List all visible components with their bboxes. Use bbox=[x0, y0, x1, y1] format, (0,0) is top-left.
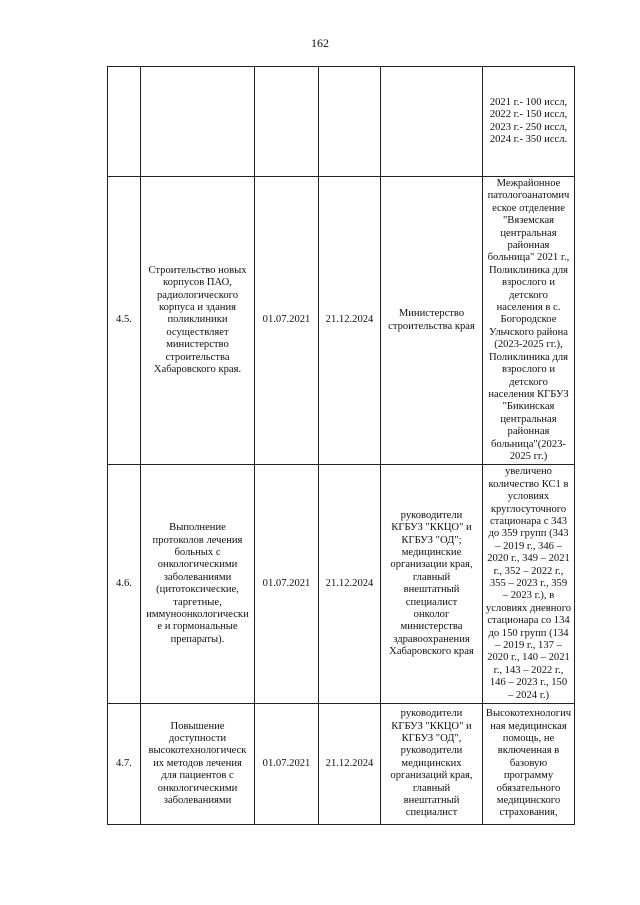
measure-name-line: больных с bbox=[174, 546, 221, 558]
result-line: "Бикинская bbox=[502, 401, 555, 413]
measure-name-line: заболеваниями bbox=[163, 571, 232, 583]
responsible-line: медицинских bbox=[401, 757, 462, 769]
measure-name-line: доступности bbox=[168, 733, 227, 745]
responsible-line: онколог bbox=[413, 609, 450, 621]
table-row bbox=[108, 177, 575, 465]
result-line: 2021 г.- 100 иссл, bbox=[489, 96, 568, 108]
result-line: включенная в bbox=[497, 745, 560, 757]
responsible-line: руководители bbox=[400, 708, 463, 720]
result-cell bbox=[483, 704, 575, 825]
result-line: населения в с. bbox=[496, 302, 561, 314]
result-line: 2024 г.- 350 иссл. bbox=[489, 133, 568, 145]
responsible-line: КГБУЗ "ККЦО" и bbox=[391, 720, 472, 732]
result-line: ная медицинская bbox=[490, 720, 567, 732]
result-line: 146 – 2023 г., 150 bbox=[489, 677, 568, 689]
start-date-cell: 01.07.2021 bbox=[255, 177, 319, 465]
measure-name-line: заболеваниями bbox=[163, 795, 232, 807]
responsible-cell bbox=[381, 704, 483, 825]
responsible-cell bbox=[381, 465, 483, 704]
measure-name-cell bbox=[141, 465, 255, 704]
result-line: Межрайонное bbox=[496, 178, 561, 189]
result-line: обязательного bbox=[496, 782, 561, 794]
measure-name-line: Строительство новых bbox=[148, 264, 247, 276]
measure-name-line: протоколов лечения bbox=[152, 534, 243, 546]
measure-name-cell bbox=[141, 177, 255, 465]
result-line: взрослого и bbox=[501, 277, 556, 289]
table-row bbox=[108, 704, 575, 825]
responsible-line: медицинские bbox=[401, 546, 462, 558]
result-line: 2020 г., 140 – 2021 bbox=[487, 652, 570, 664]
responsible-line: КГБУЗ "ОД", bbox=[401, 733, 462, 745]
measure-name-line: радиологического bbox=[156, 289, 239, 301]
result-line: г., 143 – 2022 г., bbox=[493, 664, 564, 676]
responsible-line: специалист bbox=[405, 807, 458, 819]
end-date-cell: 21.12.2024 bbox=[319, 704, 381, 825]
measure-name-line: поликлиники bbox=[167, 314, 228, 326]
start-date-cell: 01.07.2021 bbox=[255, 704, 319, 825]
result-line: Богородское bbox=[500, 314, 557, 326]
result-line: – 2019 г., 346 – bbox=[495, 540, 562, 552]
measure-name-line: осуществляет bbox=[166, 326, 229, 338]
result-line: центральная bbox=[500, 227, 557, 239]
result-line: патологоанатомич bbox=[487, 190, 570, 202]
measure-name-line: е и гормональные bbox=[157, 621, 238, 633]
result-line: еское отделение bbox=[492, 202, 565, 214]
measure-name-line: министерство bbox=[166, 339, 229, 351]
result-line: Поликлиника для bbox=[488, 264, 569, 276]
result-line: 2023 г.- 250 иссл, bbox=[489, 121, 568, 133]
measure-name-cell bbox=[141, 67, 255, 177]
result-line: медицинского bbox=[496, 795, 561, 807]
responsible-line: министерства bbox=[400, 621, 463, 633]
result-line: – 2024 г.) bbox=[507, 689, 550, 701]
result-line: программу bbox=[503, 770, 554, 782]
row-number-cell bbox=[108, 67, 141, 177]
result-line: районная bbox=[507, 240, 550, 252]
result-cell bbox=[483, 465, 575, 704]
measure-name-line: корпуса и здания bbox=[159, 302, 236, 314]
result-line: населения КГБУЗ bbox=[488, 388, 569, 400]
result-line: круглосуточного bbox=[490, 503, 567, 515]
result-line: до 150 групп (134 bbox=[488, 627, 569, 639]
result-line: стационара с 343 bbox=[489, 515, 568, 527]
measure-name-line: онкологическими bbox=[157, 782, 238, 794]
result-line: взрослого и bbox=[501, 364, 556, 376]
result-line: страхования, bbox=[499, 807, 558, 819]
table-row bbox=[108, 465, 575, 704]
result-line: 2020 г., 349 – 2021 bbox=[487, 553, 570, 565]
responsible-line: внештатный bbox=[403, 584, 460, 596]
responsible-line: руководители bbox=[400, 509, 463, 521]
result-line: "Вяземская bbox=[502, 215, 555, 227]
result-line: стационара со 134 bbox=[487, 615, 570, 627]
result-line: детского bbox=[509, 376, 548, 388]
end-date-cell: 21.12.2024 bbox=[319, 177, 381, 465]
responsible-line: КГБУЗ "ОД"; bbox=[401, 534, 462, 546]
result-line: (2023-2025 гг.), bbox=[494, 339, 563, 351]
result-line: детского bbox=[509, 289, 548, 301]
measure-name-line: препараты). bbox=[170, 633, 225, 645]
table-row bbox=[108, 67, 575, 177]
measure-name-line: строительства bbox=[165, 351, 230, 363]
result-line: Поликлиника для bbox=[488, 351, 569, 363]
measure-name-line: корпусов ПАО, bbox=[163, 277, 232, 289]
row-number-cell: 4.7. bbox=[108, 704, 141, 825]
responsible-line: Министерство bbox=[398, 308, 465, 320]
result-line: увеличено bbox=[505, 466, 552, 478]
result-line: Высокотехнологич bbox=[485, 708, 572, 720]
responsible-cell bbox=[381, 177, 483, 465]
page-number: 162 bbox=[311, 36, 329, 50]
start-date-cell bbox=[255, 67, 319, 177]
measure-name-line: для пациентов с bbox=[161, 770, 234, 782]
result-line: – 2023 г.), в bbox=[502, 590, 555, 602]
result-line: больница"(2023- bbox=[491, 438, 566, 450]
responsible-line: главный bbox=[412, 571, 451, 583]
result-cell bbox=[483, 67, 575, 177]
result-line: г., 352 – 2022 г., bbox=[493, 565, 564, 577]
measures-table bbox=[107, 66, 575, 825]
responsible-line: специалист bbox=[405, 596, 458, 608]
start-date-cell: 01.07.2021 bbox=[255, 465, 319, 704]
responsible-line: здравоохранения bbox=[393, 633, 470, 645]
measure-name-line: высокотехнологическ bbox=[148, 745, 247, 757]
responsible-line: организаций края, bbox=[390, 770, 473, 782]
responsible-line: главный bbox=[412, 782, 451, 794]
responsible-line: руководители bbox=[400, 745, 463, 757]
result-line: Ульчского района bbox=[489, 326, 568, 338]
measure-name-line: Выполнение bbox=[169, 522, 226, 534]
responsible-cell bbox=[381, 67, 483, 177]
responsible-line: КГБУЗ "ККЦО" и bbox=[391, 522, 472, 534]
table-body bbox=[108, 67, 575, 825]
result-line: условиях дневного bbox=[485, 602, 572, 614]
responsible-line: внештатный bbox=[403, 795, 460, 807]
result-line: центральная bbox=[500, 413, 557, 425]
result-line: районная bbox=[507, 426, 550, 438]
measure-name-line: иммуноонкологически bbox=[146, 609, 249, 621]
row-number-cell: 4.6. bbox=[108, 465, 141, 704]
measure-name-line: Хабаровского края. bbox=[153, 364, 242, 376]
end-date-cell bbox=[319, 67, 381, 177]
result-line: – 2019 г., 137 – bbox=[495, 640, 562, 652]
result-line: 355 – 2023 г., 359 bbox=[489, 578, 568, 589]
result-cell bbox=[483, 177, 575, 465]
measure-name-line: таргетные, bbox=[173, 596, 222, 608]
result-line: 2022 г.- 150 иссл, bbox=[489, 109, 568, 121]
responsible-line: Хабаровского края bbox=[389, 646, 474, 658]
measure-name-line: онкологическими bbox=[157, 559, 238, 571]
result-line: больница" 2021 г., bbox=[487, 252, 570, 264]
measure-name-line: Повышение bbox=[170, 720, 225, 732]
measure-name-line: (цитотоксические, bbox=[156, 584, 239, 596]
measure-name-cell bbox=[141, 704, 255, 825]
result-line: условиях bbox=[507, 491, 550, 503]
responsible-line: строительства края bbox=[388, 320, 475, 332]
result-line: базовую bbox=[509, 757, 548, 769]
responsible-line: организации края, bbox=[390, 559, 473, 571]
result-line: помощь, не bbox=[502, 733, 555, 745]
result-line: до 359 групп (343 bbox=[488, 528, 569, 540]
row-number-cell: 4.5. bbox=[108, 177, 141, 465]
end-date-cell: 21.12.2024 bbox=[319, 465, 381, 704]
measure-name-line: их методов лечения bbox=[153, 757, 242, 769]
result-line: количество КС1 в bbox=[488, 478, 569, 490]
result-line: 2025 гг.) bbox=[509, 450, 548, 462]
